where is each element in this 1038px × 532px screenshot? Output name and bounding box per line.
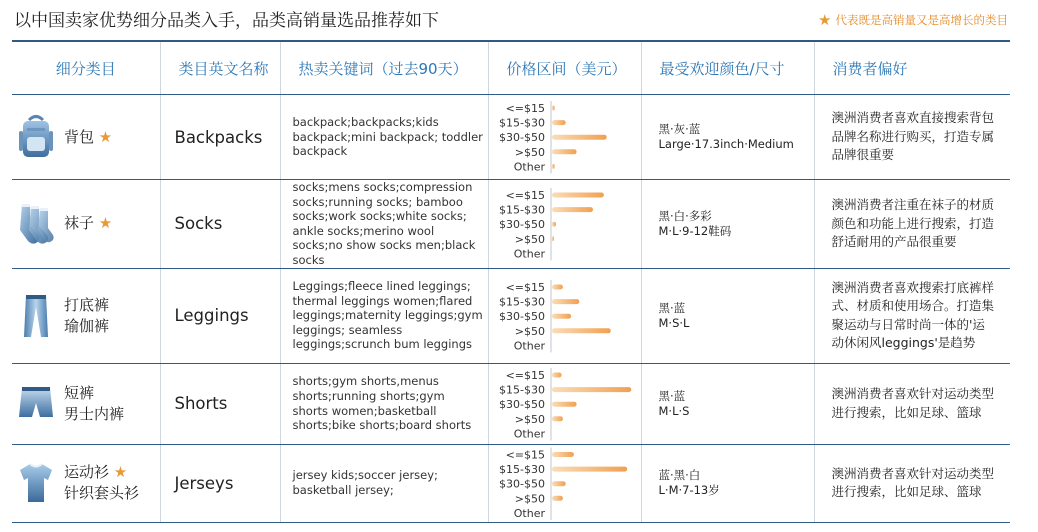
category-name-line: 针织套头衫 [64, 484, 140, 503]
chart-tick-label: Other [513, 426, 545, 440]
chart-tick-label: <=$15 [505, 102, 545, 115]
chart-bar [552, 192, 604, 197]
chart-bar [552, 328, 611, 333]
color-size-line: 黑·蓝 [658, 300, 686, 315]
category-name-line: 瑜伽裤 [64, 316, 110, 335]
chart-tick-label: Other [513, 506, 545, 520]
chart-bar [552, 313, 571, 318]
color-size-line: M·S·L [658, 315, 690, 330]
legend [818, 12, 1008, 28]
chart-bar [552, 299, 579, 304]
star-icon: ★ [818, 10, 832, 29]
chart-bar [552, 452, 574, 457]
chart-tick-label: >$50 [514, 324, 545, 338]
price-chart-cell [488, 268, 641, 363]
color-size-line: L·M·7-13岁 [658, 483, 720, 498]
leggings-icon [18, 293, 54, 339]
chart-tick-label: Other [513, 338, 545, 352]
price-chart [489, 95, 641, 179]
category-cell [12, 363, 160, 444]
consumer-preference: 澳洲消费者喜欢针对运动类型进行搜索，比如足球、篮球 [814, 363, 1010, 444]
chart-tick-label: $15-$30 [498, 116, 545, 130]
color-size-line: 蓝·黑·白 [658, 468, 701, 483]
color-size-line: 黑·白·多彩 [658, 208, 712, 223]
color-size [641, 268, 814, 363]
chart-tick-label: $15-$30 [498, 462, 545, 476]
color-size [641, 180, 814, 269]
consumer-preference: 澳洲消费者喜欢针对运动类型进行搜索，比如足球、篮球 [814, 444, 1010, 522]
english-name: Shorts [160, 363, 280, 444]
chart-bar [552, 120, 566, 125]
price-chart [489, 182, 641, 266]
chart-bar [552, 416, 563, 421]
consumer-preference: 澳洲消费者注重在袜子的材质颜色和功能上进行搜索，打造舒适耐用的产品很重要 [814, 180, 1010, 269]
category-table [12, 42, 1010, 523]
price-chart-cell [488, 95, 641, 180]
chart-bar [552, 372, 562, 377]
category-name-line [64, 462, 139, 483]
price-chart-cell [488, 363, 641, 444]
chart-tick-label: Other [513, 247, 545, 261]
table-header-row [12, 42, 1010, 95]
chart-tick-label: Other [513, 160, 545, 174]
category [12, 460, 160, 506]
english-name: Jerseys [160, 444, 280, 522]
category-name [64, 213, 112, 234]
consumer-preference: 澳洲消费者喜欢直接搜索背包品牌名称进行购买，打造专属品牌很重要 [814, 95, 1010, 180]
page-title: 以中国卖家优势细分品类入手，品类高销量选品推荐如下 [14, 11, 439, 31]
chart-tick-label: <=$15 [505, 280, 545, 294]
backpack-icon [18, 114, 54, 160]
table-row [12, 444, 1010, 522]
col-header-category: 细分类目 [12, 42, 160, 95]
chart-tick-label: $30-$50 [498, 217, 545, 231]
category-name-line [64, 127, 112, 148]
category [12, 381, 160, 427]
category-name [64, 127, 112, 148]
star-icon: ★ [94, 214, 113, 233]
color-size-line: 黑·蓝 [658, 388, 686, 403]
chart-tick-label: <=$15 [505, 368, 545, 382]
table-row [12, 363, 1010, 444]
keywords: shorts;gym shorts,menus shorts;running shorts;gym shorts women;basketball shorts;bike shorts;board shorts [280, 363, 488, 444]
category [12, 114, 160, 160]
shorts-icon [18, 381, 54, 427]
consumer-preference: 澳洲消费者喜欢搜索打底裤样式、材质和使用场合。打造集聚运动与日常时尚一体的'运动休闲风leggings'是趋势 [814, 268, 1010, 363]
chart-tick-label: >$50 [514, 412, 545, 426]
chart-bar [552, 106, 555, 111]
col-header-preference: 消费者偏好 [814, 42, 1010, 95]
star-icon: ★ [109, 463, 128, 482]
keywords: socks;mens socks;compression socks;running socks; bamboo socks;work socks;white socks; ankle socks;merino wool socks;no show socks men;black socks [280, 180, 488, 269]
category-name-line: 短裤 [64, 383, 95, 402]
category-name [64, 383, 124, 425]
keywords: backpack;backpacks;kids backpack;mini backpack; toddler backpack [280, 95, 488, 180]
category [12, 293, 160, 339]
category-cell [12, 180, 160, 269]
col-header-color-size: 最受欢迎颜色/尺寸 [641, 42, 814, 95]
chart-bar [552, 207, 593, 212]
category [12, 201, 160, 247]
category-name-text: 袜子 [64, 214, 95, 233]
chart-bar [552, 149, 577, 154]
socks-icon [18, 201, 54, 247]
price-chart-cell [488, 180, 641, 269]
color-size-line: M·L·S [658, 403, 690, 418]
chart-tick-label: $30-$50 [498, 397, 545, 411]
color-size-line: 黑·灰·蓝 [658, 122, 701, 136]
chart-bar [552, 495, 563, 500]
category-cell [12, 268, 160, 363]
english-name: Backpacks [160, 95, 280, 180]
chart-tick-label: $15-$30 [498, 203, 545, 217]
table-row [12, 180, 1010, 269]
chart-bar [552, 221, 556, 226]
chart-bar [552, 387, 631, 392]
english-name: Leggings [160, 268, 280, 363]
chart-bar [552, 284, 563, 289]
col-header-keywords: 热卖关键词（过去90天） [280, 42, 488, 95]
chart-tick-label: <=$15 [505, 448, 545, 462]
chart-tick-label: $30-$50 [498, 477, 545, 491]
chart-bar [552, 164, 555, 169]
chart-bar [552, 401, 577, 406]
color-size [641, 95, 814, 180]
chart-tick-label: >$50 [514, 145, 545, 159]
chart-tick-label: >$50 [514, 491, 545, 505]
category-cell [12, 444, 160, 522]
category-name-line [64, 213, 112, 234]
category-name-text: 运动衫 [64, 463, 110, 482]
chart-tick-label: >$50 [514, 232, 545, 246]
chart-tick-label: $15-$30 [498, 383, 545, 397]
chart-bar [552, 466, 627, 471]
price-chart-cell [488, 444, 641, 522]
category-cell [12, 95, 160, 180]
jersey-icon [18, 460, 54, 506]
chart-tick-label: <=$15 [505, 188, 545, 202]
star-icon: ★ [94, 127, 113, 146]
price-chart [489, 445, 641, 522]
keywords: jersey kids;soccer jersey; basketball jersey; [280, 444, 488, 522]
chart-tick-label: $30-$50 [498, 131, 545, 145]
category-name-line: 打底裤 [64, 295, 110, 314]
category-name-text: 背包 [64, 127, 95, 146]
color-size [641, 363, 814, 444]
table-row [12, 268, 1010, 363]
col-header-english-name: 类目英文名称 [160, 42, 280, 95]
table-row [12, 95, 1010, 180]
category-name [64, 462, 139, 504]
chart-bar [552, 481, 566, 486]
color-size-line: Large·17.3inch·Medium [658, 137, 794, 151]
chart-tick-label: $30-$50 [498, 309, 545, 323]
color-size [641, 444, 814, 522]
chart-tick-label: $15-$30 [498, 295, 545, 309]
legend-text: 代表既是高销量又是高增长的类目 [835, 13, 1008, 27]
category-name-line: 男士内裤 [64, 404, 125, 423]
chart-bar [552, 135, 607, 140]
chart-bar [552, 236, 554, 241]
keywords: Leggings;fleece lined leggings; thermal leggings women;flared leggings;maternity leggings;gym leggings; seamless leggings;scrunch bum leggings [280, 268, 488, 363]
price-chart [489, 269, 641, 363]
category-name [64, 295, 109, 337]
english-name: Socks [160, 180, 280, 269]
price-chart [489, 364, 641, 444]
col-header-price-range: 价格区间（美元） [488, 42, 641, 95]
color-size-line: M·L·9-12鞋码 [658, 223, 732, 238]
